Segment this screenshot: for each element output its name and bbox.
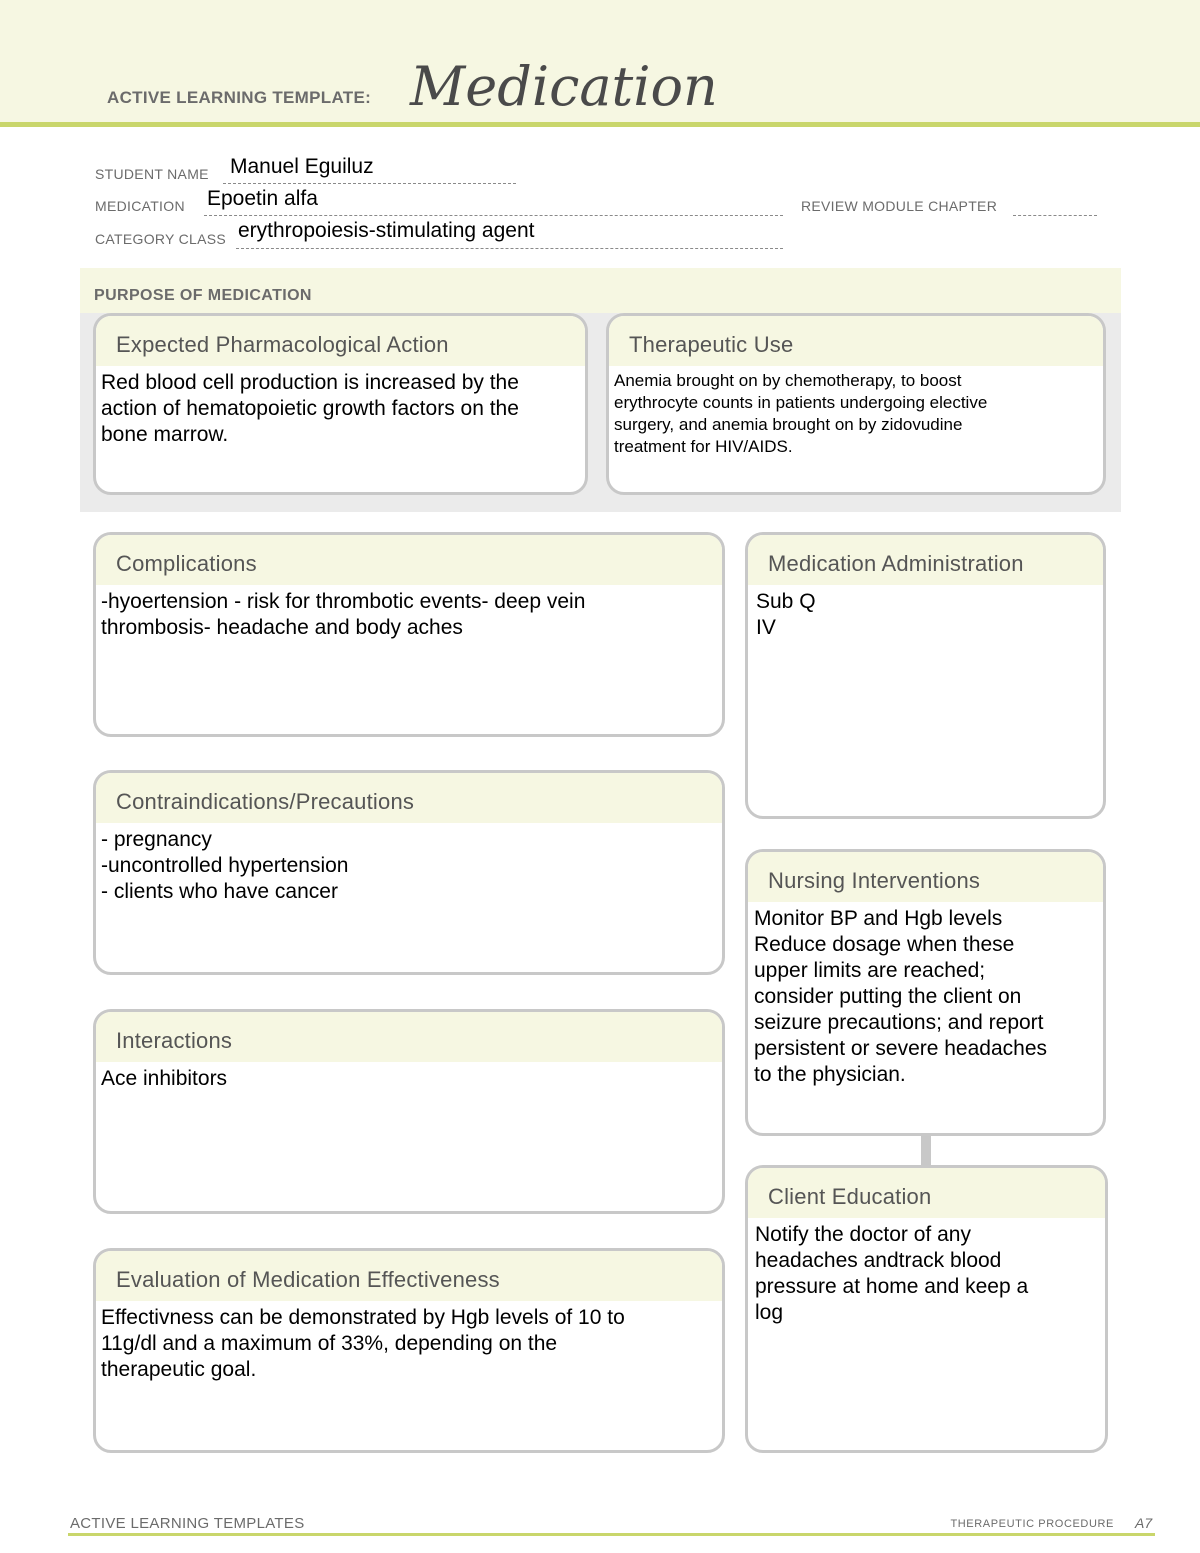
evaluation-card: [93, 1248, 725, 1453]
section-connector: [921, 1135, 931, 1167]
header-divider: [0, 122, 1200, 127]
complications-text[interactable]: -hyoertension - risk for thrombotic events- deep vein thrombosis- headache and body aches: [101, 590, 586, 639]
medication-label: MEDICATION: [95, 198, 185, 214]
nursing-interventions-card: [745, 849, 1106, 1136]
evaluation-title: Evaluation of Medication Effectiveness: [96, 1251, 722, 1301]
page-title: Medication: [410, 55, 718, 118]
client-education-text[interactable]: Notify the doctor of any headaches andtrack blood pressure at home and keep a log: [755, 1223, 1029, 1324]
medication-administration-text[interactable]: Sub Q IV: [756, 590, 816, 639]
student-name-label: STUDENT NAME: [95, 166, 209, 182]
footer-procedure-label: THERAPEUTIC PROCEDURE: [950, 1518, 1114, 1530]
category-class-field[interactable]: erythropoiesis-stimulating agent: [238, 219, 535, 242]
evaluation-text[interactable]: Effectivness can be demonstrated by Hgb levels of 10 to 11g/dl and a maximum of 33%, depending on the therapeutic goal.: [101, 1306, 625, 1381]
interactions-text[interactable]: Ace inhibitors: [101, 1067, 228, 1090]
footer-label: ACTIVE LEARNING TEMPLATES: [70, 1515, 305, 1532]
expected-action-title: Expected Pharmacological Action: [96, 316, 585, 366]
contraindications-title: Contraindications/Precautions: [96, 773, 722, 823]
expected-action-text[interactable]: Red blood cell production is increased by the action of hematopoietic growth factors on the bone marrow.: [101, 371, 519, 446]
therapeutic-use-title: Therapeutic Use: [609, 316, 1103, 366]
medication-administration-card: [745, 532, 1106, 819]
expected-action-card: [93, 313, 588, 495]
category-class-label: CATEGORY CLASS: [95, 231, 227, 247]
student-name-field[interactable]: Manuel Eguiluz: [230, 155, 374, 178]
complications-card: [93, 532, 725, 737]
contraindications-text[interactable]: - pregnancy -uncontrolled hypertension - clients who have cancer: [101, 828, 349, 903]
interactions-card: [93, 1009, 725, 1214]
purpose-label: PURPOSE OF MEDICATION: [94, 287, 312, 304]
review-module-line: [1013, 198, 1097, 216]
contraindications-card: [93, 770, 725, 975]
medication-field[interactable]: Epoetin alfa: [207, 187, 318, 210]
nursing-interventions-title: Nursing Interventions: [748, 852, 1103, 902]
footer-divider: [68, 1533, 1155, 1536]
complications-title: Complications: [96, 535, 722, 585]
review-module-label: REVIEW MODULE CHAPTER: [801, 198, 998, 214]
interactions-title: Interactions: [96, 1012, 722, 1062]
template-label: ACTIVE LEARNING TEMPLATE:: [107, 88, 372, 107]
client-education-card: [745, 1165, 1108, 1453]
client-education-title: Client Education: [748, 1168, 1105, 1218]
page-number: A7: [1135, 1515, 1153, 1531]
nursing-interventions-text[interactable]: Monitor BP and Hgb levels Reduce dosage when these upper limits are reached; consider putting the client on seizure precautions; and report persistent or severe headaches to the physician.: [754, 907, 1048, 1086]
therapeutic-use-card: [606, 313, 1106, 495]
medication-administration-title: Medication Administration: [748, 535, 1103, 585]
therapeutic-use-text[interactable]: Anemia brought on by chemotherapy, to boost erythrocyte counts in patients undergoing elective surgery, and anemia brought on by zidovudine treatment for HIV/AIDS.: [614, 371, 988, 456]
